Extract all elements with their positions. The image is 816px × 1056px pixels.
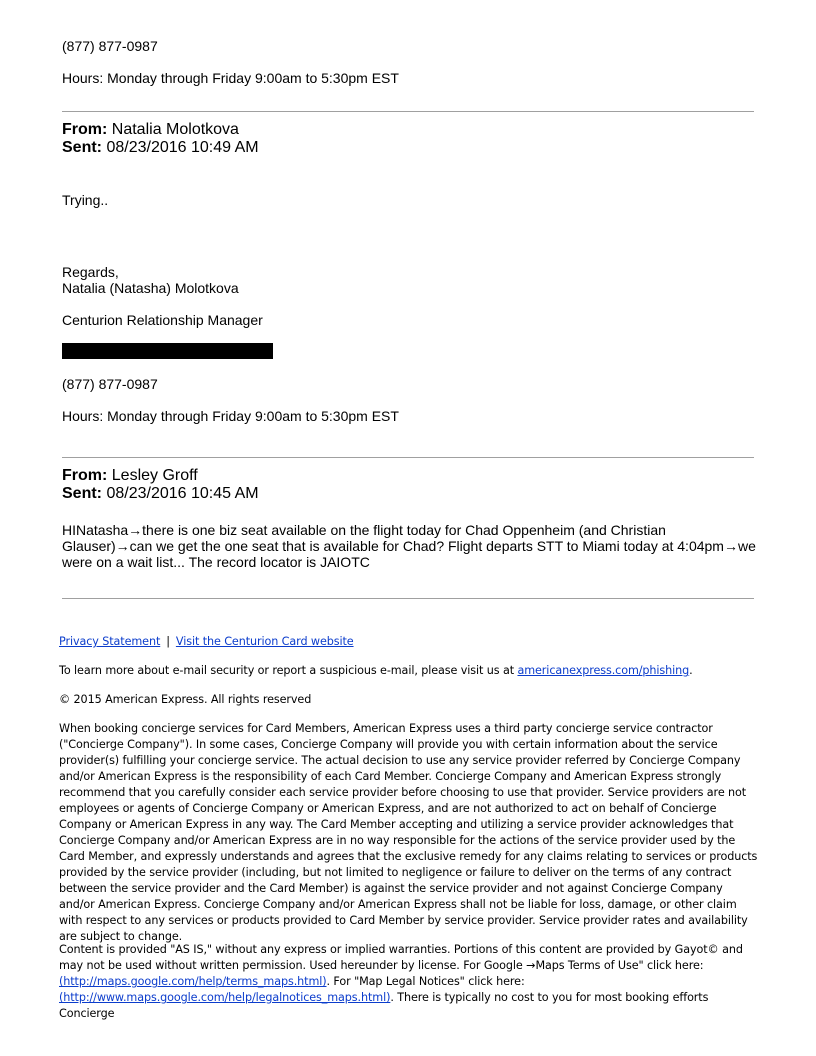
centurion-website-link[interactable]: Visit the Centurion Card website xyxy=(175,635,354,648)
signature-name: Natalia (Natasha) Molotkova xyxy=(62,280,239,296)
security-text: To learn more about e-mail security or report a suspicious e-mail, please visit us at xyxy=(59,664,514,677)
from-label: From: xyxy=(62,121,108,138)
top-hours: Hours: Monday through Friday 9:00am to 5:30pm EST xyxy=(62,70,399,86)
privacy-statement-link[interactable]: Privacy Statement xyxy=(59,635,161,648)
security-notice xyxy=(59,663,759,679)
message1-from xyxy=(62,121,239,139)
link-separator: | xyxy=(166,635,170,648)
message2-from xyxy=(62,467,198,485)
message1-sent xyxy=(62,139,259,157)
regards: Regards, xyxy=(62,264,119,280)
from-label: From: xyxy=(62,467,108,484)
legal-intro: . For "Map Legal Notices" click here: xyxy=(326,975,525,988)
phishing-link[interactable]: americanexpress.com/phishing xyxy=(517,664,690,677)
sender-name: Lesley Groff xyxy=(111,467,198,484)
content-intro: Content is provided "AS IS," without any express or implied warranties. Portions of this content are provided by Gayot© and may not be used without written permission. Used hereunder by license. For Google →Maps Terms of Use" click here: xyxy=(59,943,743,972)
divider xyxy=(62,598,754,599)
concierge-disclaimer: When booking concierge services for Card Members, American Express uses a third party concierge service contractor ("Concierge Company"). In some cases, Concierge Company will provide you with certain information about the service provider(s) fulfilling your concierge service. The actual decision to use any service provider referred by Concierge Company and/or American Express is the responsibility of each Card Member. Concierge Company and American Express strongly recommend that you carefully consider each service provider before choosing to use that provider. Service providers are not employees or agents of Concierge Company or American Express, and are not authorized to act on behalf of Concierge Company or American Express in any way. The Card Member accepting and utilizing a service provider acknowledges that Concierge Company and/or American Express are in no way responsible for the actions of the service provider used by the Card Member, and expressly understands and agrees that the exclusive remedy for any claims relating to services or products provided by the service provider (including, but not limited to negligence or failure to deliver on the terms of any contract between the service provider and the Card Member) is against the service provider and not against Concierge Company and/or American Express. Concierge Company and/or American Express shall not be liable for loss, damage, or other claim with respect to any services or products provided to Card Member by service provider. Service provider rates and availability are subject to change. xyxy=(59,722,758,943)
signature-title: Centurion Relationship Manager xyxy=(62,312,263,328)
sent-date: 08/23/2016 10:49 AM xyxy=(106,139,259,156)
footer-links xyxy=(59,634,759,650)
divider xyxy=(62,111,754,112)
sent-label: Sent: xyxy=(62,485,102,502)
sender-name: Natalia Molotkova xyxy=(111,121,239,138)
message1-body: Trying.. xyxy=(62,192,109,208)
maps-terms-link[interactable]: (http://maps.google.com/help/terms_maps.html) xyxy=(59,975,327,988)
signature-hours: Hours: Monday through Friday 9:00am to 5:30pm EST xyxy=(62,408,399,424)
message2-body: HINatasha→there is one biz seat available on the flight today for Chad Oppenheim (and Christian Glauser)→can we get the one seat that is available for Chad? Flight departs STT to Miami today at 4:04pm→we were on a wait list... The record locator is JAIOTC xyxy=(62,522,756,570)
sent-label: Sent: xyxy=(62,139,102,156)
sent-date: 08/23/2016 10:45 AM xyxy=(106,485,259,502)
copyright: © 2015 American Express. All rights reserved xyxy=(59,693,312,706)
divider xyxy=(62,457,754,458)
message2-sent xyxy=(62,485,259,503)
security-end: . xyxy=(689,664,693,677)
content-disclaimer xyxy=(59,942,759,1022)
maps-legal-link[interactable]: (http://www.maps.google.com/help/legalnotices_maps.html) xyxy=(59,991,391,1004)
signature-phone: (877) 877-0987 xyxy=(62,376,158,392)
redaction-bar xyxy=(62,343,273,359)
top-phone: (877) 877-0987 xyxy=(62,38,158,54)
content-end: . There is typically no cost to you for most booking efforts Concierge xyxy=(59,991,709,1020)
